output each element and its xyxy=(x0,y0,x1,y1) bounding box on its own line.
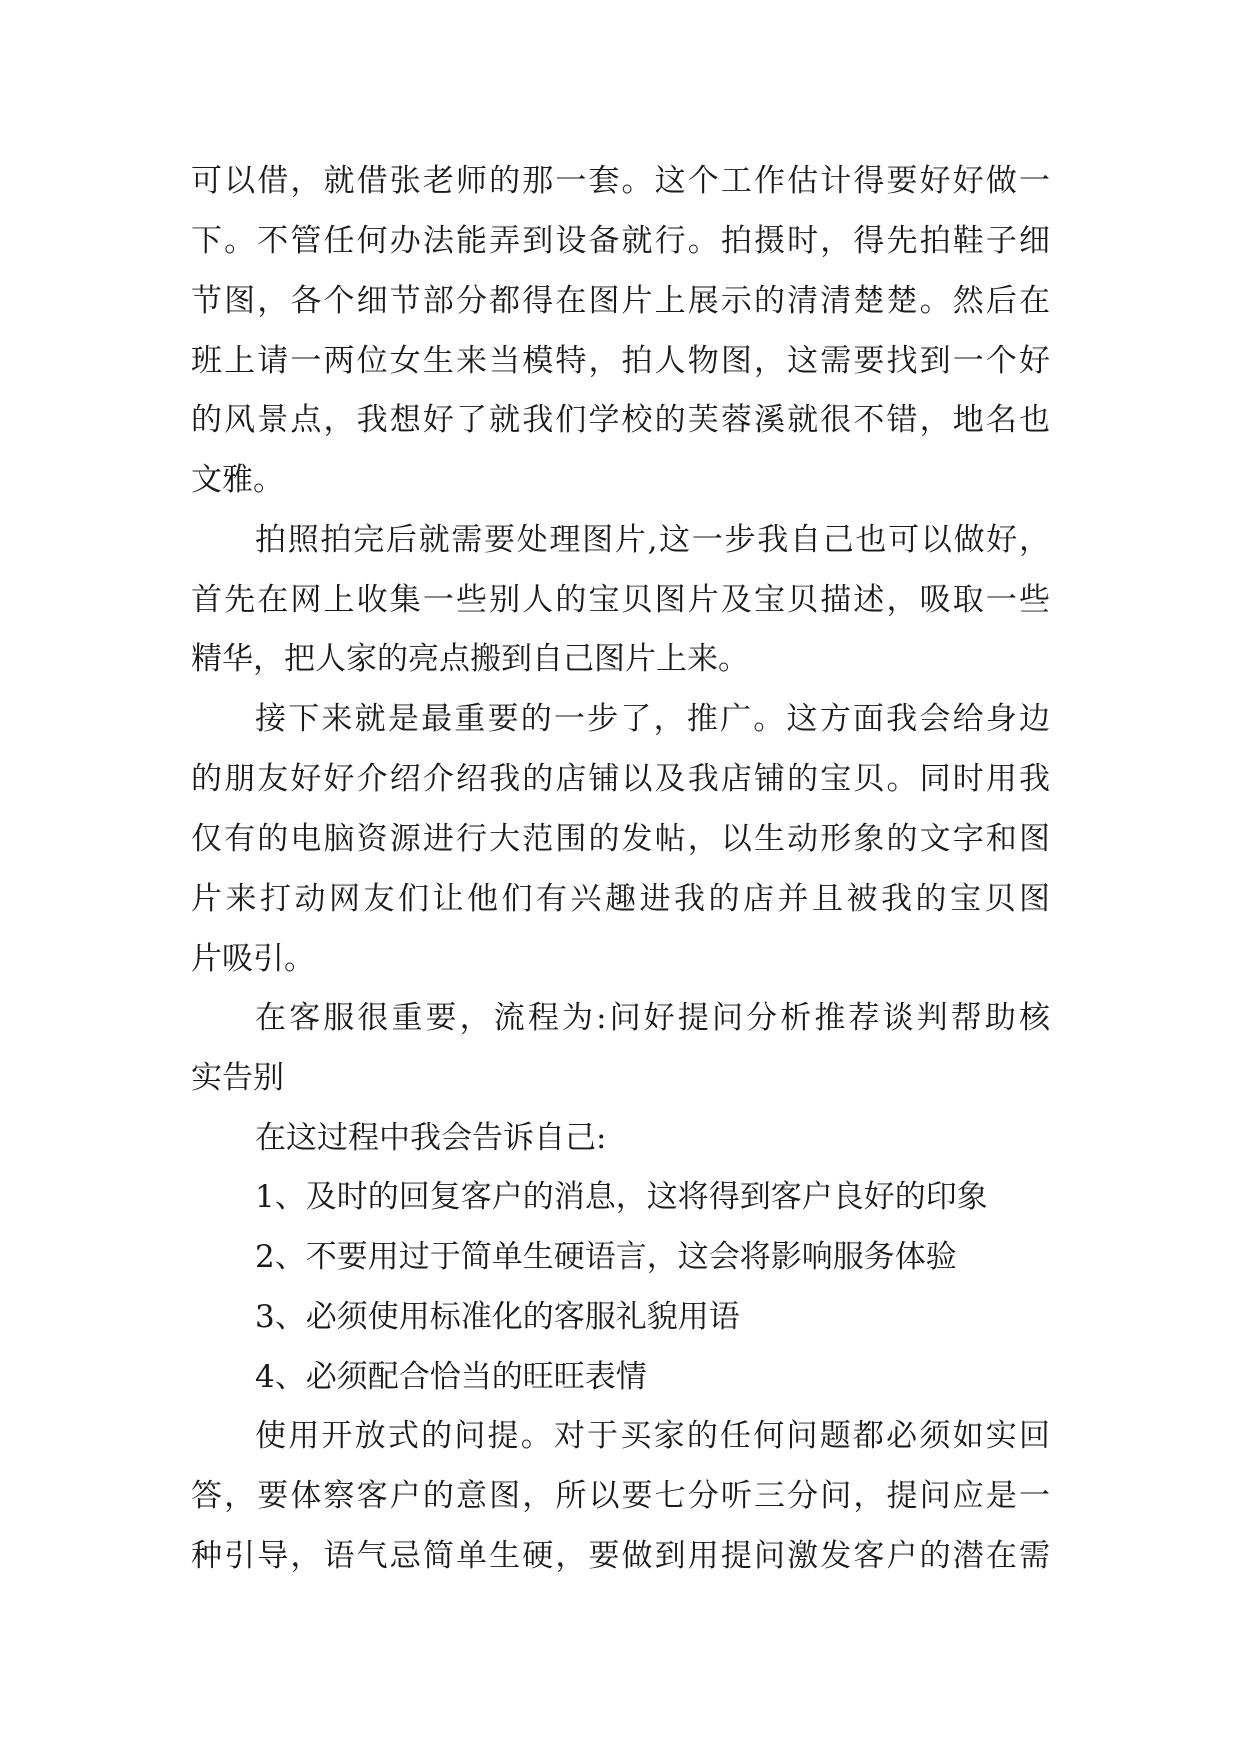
text-line: 可以借，就借张老师的那一套。这个工作估计得要好好做一 xyxy=(191,163,1050,199)
list-item: 1、及时的回复客户的消息，这将得到客户良好的印象 xyxy=(255,1179,988,1215)
text-line: 节图，各个细节部分都得在图片上展示的清清楚楚。然后在 xyxy=(191,283,1050,319)
paragraph-first-line: 在客服很重要，流程为:问好提问分析推荐谈判帮助核 xyxy=(255,1000,1050,1036)
paragraph-first-line: 在这过程中我会告诉自己: xyxy=(255,1120,607,1156)
text-line: 片吸引。 xyxy=(191,941,315,977)
list-item: 4、必须配合恰当的旺旺表情 xyxy=(255,1359,647,1395)
text-line: 首先在网上收集一些别人的宝贝图片及宝贝描述，吸取一些 xyxy=(191,582,1050,618)
text-line: 答，要体察客户的意图，所以要七分听三分问，提问应是一 xyxy=(191,1478,1050,1514)
paragraph-first-line: 使用开放式的问提。对于买家的任何问题都必须如实回 xyxy=(255,1418,1050,1454)
list-item: 2、不要用过于简单生硬语言，这会将影响服务体验 xyxy=(255,1239,957,1275)
text-line: 下。不管任何办法能弄到设备就行。拍摄时，得先拍鞋子细 xyxy=(191,223,1050,259)
text-line: 精华，把人家的亮点搬到自己图片上来。 xyxy=(191,641,749,677)
paragraph-first-line: 拍照拍完后就需要处理图片,这一步我自己也可以做好， xyxy=(255,522,1050,558)
text-line: 种引导，语气忌简单生硬，要做到用提问激发客户的潜在需 xyxy=(191,1538,1050,1574)
text-line: 班上请一两位女生来当模特，拍人物图，这需要找到一个好 xyxy=(191,343,1050,379)
paragraph-first-line: 接下来就是最重要的一步了，推广。这方面我会给身边 xyxy=(255,701,1050,737)
text-line: 文雅。 xyxy=(191,462,284,498)
text-line: 片来打动网友们让他们有兴趣进我的店并且被我的宝贝图 xyxy=(191,881,1050,917)
text-line: 实告别 xyxy=(191,1060,284,1096)
text-line: 的朋友好好介绍介绍我的店铺以及我店铺的宝贝。同时用我 xyxy=(191,761,1050,797)
text-line: 的风景点，我想好了就我们学校的芙蓉溪就很不错，地名也 xyxy=(191,402,1050,438)
text-line: 仅有的电脑资源进行大范围的发帖，以生动形象的文字和图 xyxy=(191,821,1050,857)
list-item: 3、必须使用标准化的客服礼貌用语 xyxy=(255,1299,740,1335)
